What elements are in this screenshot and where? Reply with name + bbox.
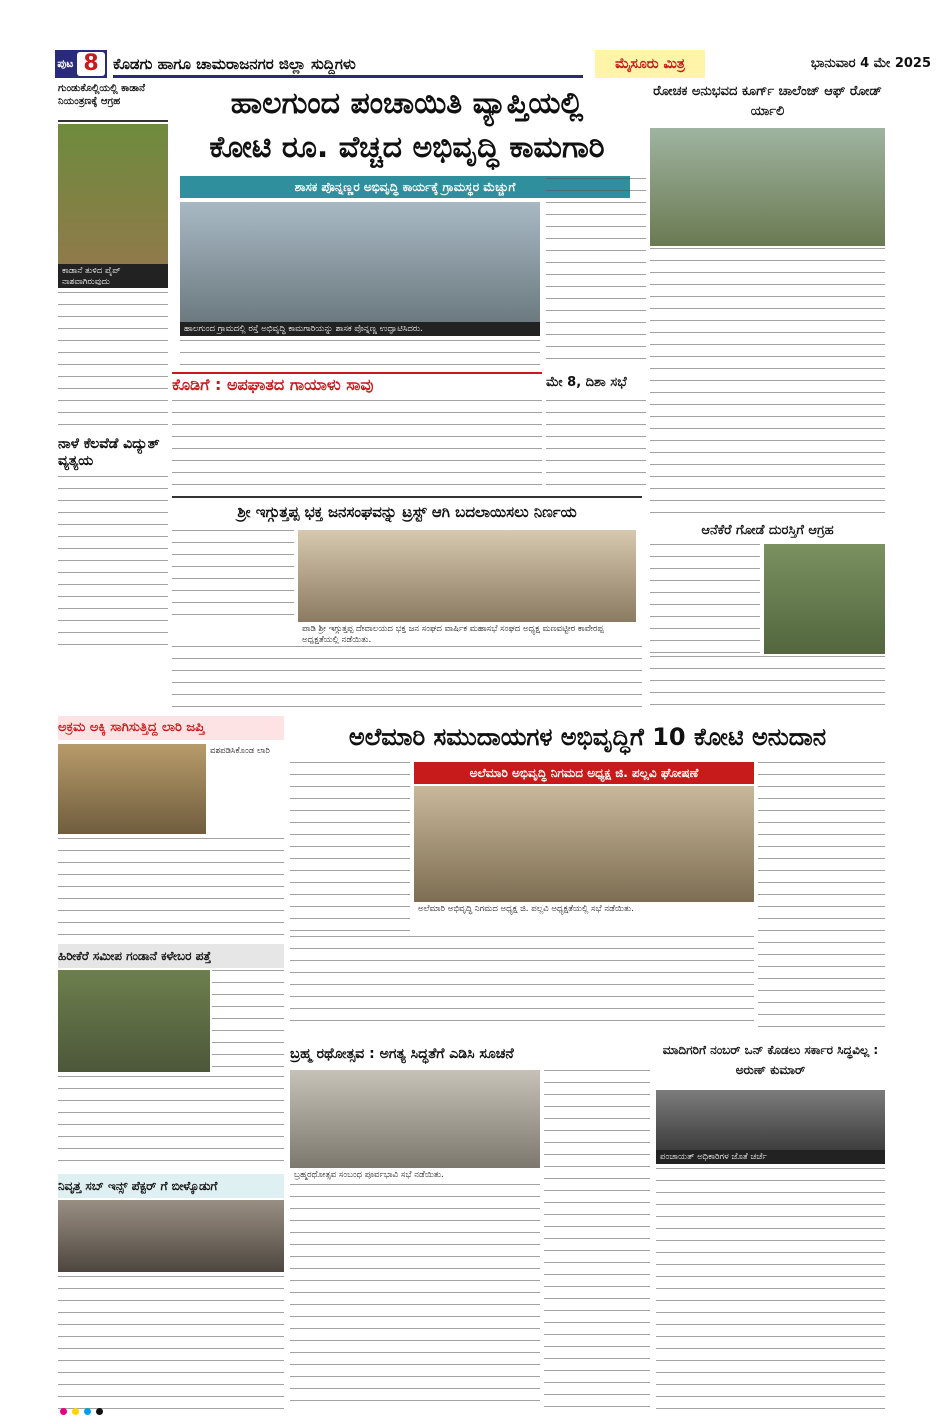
gundukolli-title-box	[58, 82, 168, 122]
brahma-body	[544, 1070, 650, 1410]
alemari-body-more	[290, 936, 754, 1030]
meeting-title-box	[546, 372, 646, 396]
madiga-title: ಮಾದಿಗರಿಗೆ ನಂಬರ್ ಒನ್ ಕೊಡಲು ಸರ್ಕಾರ ಸಿದ್ಧವಿಲ್ಲ : ಅರುಣ್ ಕುಮಾರ್	[662, 1043, 879, 1077]
accident-title-box	[172, 372, 542, 396]
hirikere-body	[58, 1076, 284, 1172]
trust-title-box	[172, 496, 642, 526]
brahma-photo	[290, 1070, 540, 1168]
alemari-body-right	[758, 762, 885, 1032]
madiga-title-box	[656, 1040, 885, 1086]
rally-title: ರೋಚಕ ಅನುಭವದ ಕೂರ್ಗ್ ಚಾಲೆಂಜ್ ಆಫ್ ರೋಡ್ ರ್ಯಾಲಿ	[653, 84, 882, 119]
alemari-body	[290, 762, 410, 932]
halagunda-headline-line1: ಹಾಲಗುಂದ ಪಂಚಾಯಿತಿ ವ್ಯಾಪ್ತಿಯಲ್ಲಿ	[230, 86, 584, 121]
elephant-body-more	[650, 656, 885, 710]
rice-title: ಅಕ್ರಮ ಅಕ್ಕಿ ಸಾಗಿಸುತ್ತಿದ್ದ ಲಾರಿ ಜಪ್ತಿ	[58, 720, 205, 735]
gundukolli-caption: ಕಾಡಾನೆ ತುಳಿದ ಪೈಪ್ ನಾಶವಾಗಿರುವುದು	[58, 264, 168, 288]
retire-body	[58, 1276, 284, 1410]
elephant-photo	[764, 544, 885, 654]
registration-dot	[72, 1408, 79, 1415]
rice-photo	[58, 744, 206, 834]
trust-caption: ಪಾಡಿ ಶ್ರೀ ಇಗ್ಗುತ್ತಪ್ಪ ದೇವಾಲಯದ ಭಕ್ತ ಜನ ಸಂಘದ ವಾರ್ಷಿಕ ಮಹಾಸಭೆ ಸಂಘದ ಅಧ್ಯಕ್ಷ ಮಣವಟ್ಟೀರ ಕಾವೇರಪ್ಪ ಅಧ್ಯಕ್ಷತೆಯಲ್ಲಿ ನಡೆಯಿತು.	[298, 622, 636, 644]
meeting-body	[546, 400, 646, 490]
hirikere-title-box	[58, 944, 284, 968]
page-number: 8	[77, 52, 104, 76]
madiga-caption: ಪಂಚಾಯತ್ ಅಧಿಕಾರಿಗಳ ಜೊತೆ ಚರ್ಚೆ	[656, 1150, 885, 1164]
elephant-body	[650, 544, 760, 654]
halagunda-photo	[180, 202, 540, 322]
brand-logo: ಮೈಸೂರು ಮಿತ್ರ	[595, 50, 705, 78]
halagunda-headline-line2: ಕೋಟಿ ರೂ. ವೆಚ್ಚದ ಅಭಿವೃದ್ಧಿ ಕಾಮಗಾರಿ	[209, 130, 605, 165]
elephant-title: ಆನೆಕೆರೆ ಗೋಡೆ ದುರಸ್ತಿಗೆ ಆಗ್ರಹ	[701, 523, 834, 538]
rice-body	[58, 838, 284, 940]
halagunda-subheadline: ಶಾಸಕ ಪೊನ್ನಣ್ಣರ ಅಭಿವೃದ್ಧಿ ಕಾರ್ಯಕ್ಕೆ ಗ್ರಾಮಸ್ಥರ ಮೆಚ್ಚುಗೆ	[180, 176, 630, 198]
rice-title-box	[58, 716, 284, 740]
registration-dot	[84, 1408, 91, 1415]
registration-dot	[60, 1408, 67, 1415]
gundukolli-body	[58, 292, 168, 434]
trust-photo	[298, 530, 636, 622]
registration-dot	[96, 1408, 103, 1415]
page-number-box	[55, 50, 107, 78]
masthead	[55, 50, 931, 78]
alemari-subheadline: ಅಲೆಮಾರಿ ಅಭಿವೃದ್ಧಿ ನಿಗಮದ ಅಧ್ಯಕ್ಷ ಜಿ. ಪಲ್ಲವಿ ಘೋಷಣೆ	[414, 762, 754, 784]
halagunda-caption: ಹಾಲಗುಂದ ಗ್ರಾಮದಲ್ಲಿ ರಸ್ತೆ ಅಭಿವೃದ್ಧಿ ಕಾಮಗಾರಿಯನ್ನು ಶಾಸಕ ಪೊನ್ನಣ್ಣ ಉದ್ಘಾಟಿಸಿದರು.	[180, 322, 540, 336]
brahma-title: ಬ್ರಹ್ಮ ರಥೋತ್ಸವ : ಅಗತ್ಯ ಸಿದ್ಧತೆಗೆ ಎಡಿಸಿ ಸೂಚನೆ	[290, 1046, 514, 1062]
madiga-photo	[656, 1090, 885, 1150]
power-title-box	[58, 436, 168, 472]
hirikere-side	[212, 970, 284, 1070]
accident-body	[172, 400, 542, 490]
brahma-body-more	[290, 1184, 540, 1410]
trust-body	[172, 530, 294, 620]
power-title: ನಾಳೆ ಕೆಲವೆಡೆ ವಿದ್ಯುತ್ ವ್ಯತ್ಯಯ	[58, 436, 160, 469]
rally-body	[650, 248, 885, 518]
hirikere-photo	[58, 970, 210, 1072]
halagunda-headline	[172, 82, 642, 178]
gundukolli-title: ಗುಂಡುಕೊಲ್ಲಿಯಲ್ಲಿ ಕಾಡಾನೆ ನಿಯಂತ್ರಣಕ್ಕೆ ಆಗ್ರಹ	[58, 83, 146, 107]
brahma-caption: ಬ್ರಹ್ಮರಥೋತ್ಸವ ಸಂಬಂಧ ಪೂರ್ವಭಾವಿ ಸಭೆ ನಡೆಯಿತು.	[290, 1168, 540, 1182]
accident-title: ಕೊಡಿಗೆ : ಅಪಘಾತದ ಗಾಯಾಳು ಸಾವು	[172, 375, 374, 394]
hirikere-title: ಹಿರೀಕೆರೆ ಸಮೀಪ ಗಂಡಾನೆ ಕಳೇಬರ ಪತ್ತೆ	[58, 949, 212, 963]
power-body	[58, 476, 168, 646]
trust-body-more	[172, 646, 642, 708]
rally-title-box	[650, 82, 885, 126]
retire-title: ನಿವೃತ್ತ ಸಬ್ ಇನ್ಸ್ ಪೆಕ್ಟರ್ ಗೆ ಬೀಳ್ಕೊಡುಗೆ	[58, 1179, 218, 1193]
halagunda-body	[180, 340, 540, 370]
retire-title-box	[58, 1174, 284, 1198]
date-line: ಭಾನುವಾರ 4 ಮೇ 2025	[810, 56, 931, 71]
meeting-title: ಮೇ 8, ದಿಶಾ ಸಭೆ	[546, 375, 627, 390]
alemari-title: ಅಲೆಮಾರಿ ಸಮುದಾಯಗಳ ಅಭಿವೃದ್ಧಿಗೆ 10 ಕೋಟಿ ಅನುದಾನ	[348, 723, 827, 751]
rally-photo	[650, 128, 885, 246]
elephant-title-box	[650, 520, 885, 542]
trust-title: ಶ್ರೀ ಇಗ್ಗುತ್ತಪ್ಪ ಭಕ್ತ ಜನಸಂಘವನ್ನು ಟ್ರಸ್ಟ್ ಆಗಿ ಬದಲಾಯಿಸಲು ನಿರ್ಣಯ	[237, 503, 577, 521]
alemari-photo	[414, 786, 754, 902]
page-label: ಪುಟ	[57, 57, 74, 70]
gundukolli-photo	[58, 124, 168, 264]
halagunda-body-col	[546, 178, 646, 368]
retire-photo	[58, 1200, 284, 1272]
brahma-title-box	[290, 1040, 650, 1068]
section-title: ಕೊಡಗು ಹಾಗೂ ಚಾಮರಾಜನಗರ ಜಿಲ್ಲಾ ಸುದ್ದಿಗಳು	[113, 50, 583, 78]
alemari-title-box	[290, 716, 885, 758]
rice-caption: ವಶಪಡಿಸಿಕೊಂಡ ಲಾರಿ	[206, 744, 284, 804]
alemari-caption: ಅಲೆಮಾರಿ ಅಭಿವೃದ್ಧಿ ನಿಗಮದ ಅಧ್ಯಕ್ಷ ಜಿ. ಪಲ್ಲವಿ ಅಧ್ಯಕ್ಷತೆಯಲ್ಲಿ ಸಭೆ ನಡೆಯಿತು.	[414, 902, 754, 930]
madiga-body	[656, 1168, 885, 1410]
